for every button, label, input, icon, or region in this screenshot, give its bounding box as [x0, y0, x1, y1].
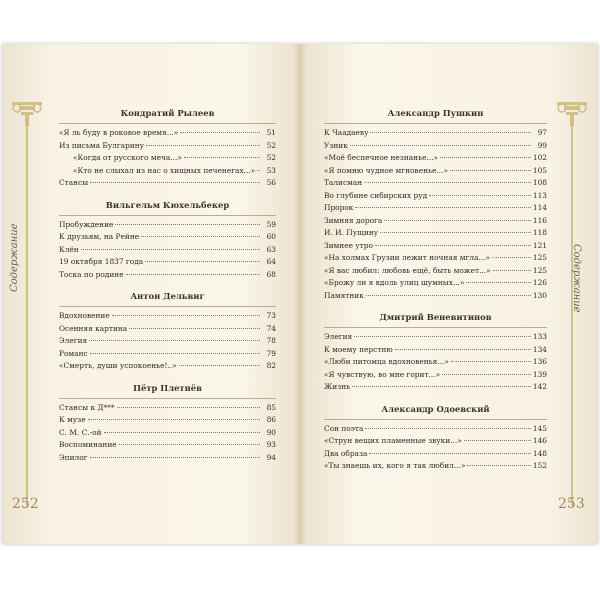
toc-entry [324, 460, 547, 473]
toc-entry [324, 423, 547, 436]
toc-entry [59, 231, 276, 244]
toc-entry [59, 310, 276, 323]
entry-page-number: 114 [532, 203, 547, 212]
dot-leader [126, 274, 260, 275]
dot-leader [141, 236, 260, 237]
entry-page-number: 133 [532, 332, 547, 341]
dot-leader [467, 465, 530, 466]
toc-entry [59, 348, 276, 361]
entry-page-number: 97 [537, 128, 547, 137]
entry-page-number: 102 [532, 153, 547, 162]
dot-leader [492, 257, 531, 258]
entry-title: Элегия [59, 336, 88, 345]
toc-entry [324, 240, 547, 253]
dot-leader [464, 440, 531, 441]
entry-title: «Ты знаешь их, кого я так любил...» [324, 461, 466, 470]
toc-entry [59, 269, 276, 282]
toc-right [324, 104, 547, 473]
entry-title: Клён [59, 244, 79, 254]
dot-leader [90, 353, 260, 354]
toc-entry [324, 127, 547, 140]
toc-entry [324, 448, 547, 461]
entry-title: «На холмах Грузии лежит ночная мгла...» [324, 253, 491, 262]
entry-title: К Чаадаеву [324, 128, 369, 137]
entry-title: «Моё беспечное незнанье...» [324, 153, 439, 162]
toc-entry [324, 435, 547, 448]
toc-entry [324, 227, 547, 240]
ionic-capital-icon [9, 96, 45, 126]
dot-leader [451, 361, 531, 362]
toc-entry [324, 290, 547, 303]
side-title: Содержание [9, 223, 20, 292]
author-heading: Александр Одоевский [381, 403, 490, 414]
entry-title: Романс [59, 348, 88, 358]
dot-leader [90, 457, 260, 458]
entry-page-number: 90 [266, 427, 276, 437]
toc-entry [324, 215, 547, 228]
dot-leader [395, 349, 531, 350]
entry-title: «Брожу ли я вдоль улиц шумных...» [324, 278, 465, 287]
dot-leader [180, 132, 260, 133]
dot-leader [129, 328, 260, 329]
toc-entry [59, 244, 276, 257]
toc-entry [324, 140, 547, 153]
toc-entry [59, 414, 276, 427]
entry-page-number: 139 [532, 369, 547, 379]
author-heading: Кондратий Рылеев [120, 108, 215, 118]
entry-page-number: 113 [532, 190, 547, 200]
ornament-column-line [26, 126, 28, 506]
toc-entry [59, 439, 276, 452]
entry-page-number: 52 [266, 140, 276, 150]
entry-title: «Я ль буду в роковое время...» [59, 128, 179, 137]
entry-page-number: 148 [532, 448, 547, 458]
entry-page-number: 146 [532, 436, 547, 445]
dot-leader [493, 270, 531, 271]
toc-left [59, 104, 276, 464]
section-divider [324, 123, 547, 124]
toc-entry [324, 165, 547, 178]
entry-title: 19 октября 1837 года [59, 257, 144, 266]
entry-page-number: 64 [266, 257, 276, 266]
dot-leader [365, 428, 531, 429]
entry-title: Вдохновение [59, 311, 110, 320]
entry-page-number: 125 [532, 253, 547, 262]
entry-page-number: 136 [532, 357, 547, 366]
entry-title: К музе [59, 415, 86, 424]
toc-entry [324, 177, 547, 190]
dot-leader [442, 374, 531, 375]
toc-entry [59, 335, 276, 348]
dot-leader [355, 207, 530, 208]
toc-entry [324, 344, 547, 357]
toc-entry [324, 202, 547, 215]
toc-entry [324, 190, 547, 203]
entry-page-number: 73 [266, 311, 276, 320]
entry-title: И. И. Пущину [324, 228, 379, 237]
toc-entry [59, 402, 276, 415]
entry-title: Эпилог [59, 452, 88, 462]
section-divider [59, 215, 276, 216]
entry-title: Осенняя картина [59, 323, 128, 333]
dot-leader [369, 453, 530, 454]
entry-page-number: 79 [266, 348, 276, 358]
entry-page-number: 99 [537, 140, 547, 150]
section-divider [59, 306, 276, 307]
entry-page-number: 105 [532, 165, 547, 175]
entry-page-number: 94 [266, 452, 276, 462]
author-heading: Вильгельм Кюхельбекер [105, 199, 230, 210]
dot-leader [450, 170, 531, 171]
dot-leader [81, 249, 260, 250]
entry-title: Зимнее утро [324, 240, 373, 250]
entry-page-number: 125 [532, 265, 547, 275]
dot-leader [115, 224, 260, 225]
entry-page-number: 68 [266, 269, 276, 279]
entry-title: Узник [324, 140, 348, 150]
dot-leader [350, 145, 531, 146]
toc-section [324, 308, 547, 394]
entry-title: Талисман [324, 178, 363, 187]
side-title: Содержание [571, 244, 582, 313]
page-number: 253 [558, 496, 585, 512]
toc-entry [59, 323, 276, 336]
entry-page-number: 52 [266, 153, 276, 162]
dot-leader [384, 220, 531, 221]
entry-title: Два образа [324, 448, 368, 458]
entry-page-number: 134 [532, 344, 547, 354]
entry-page-number: 74 [266, 323, 276, 333]
entry-page-number: 126 [532, 278, 547, 287]
ornament-column-line [571, 126, 573, 506]
toc-section [324, 400, 547, 473]
toc-entry [324, 277, 547, 290]
dot-leader [375, 245, 531, 246]
dot-leader [364, 182, 531, 183]
entry-title: «Кто не слыхал из нас о хищных печенегах...» [73, 165, 256, 175]
entry-title: Элегия [324, 332, 353, 341]
dot-leader [257, 170, 260, 171]
dot-leader [440, 157, 531, 158]
entry-page-number: 82 [266, 361, 276, 370]
dot-leader [380, 232, 531, 233]
dot-leader [352, 386, 531, 387]
entry-title: Во глубине сибирских руд [324, 190, 428, 200]
toc-section [59, 287, 276, 373]
toc-entry [59, 427, 276, 440]
toc-entry [59, 165, 276, 178]
toc-section [324, 104, 547, 302]
entry-page-number: 63 [266, 244, 276, 254]
author-heading: Пётр Плетнёв [133, 382, 202, 393]
entry-title: Сон поэта [324, 423, 364, 433]
entry-page-number: 56 [266, 178, 276, 187]
author-heading: Антон Дельвиг [130, 291, 205, 301]
entry-page-number: 145 [532, 423, 547, 433]
section-divider [324, 327, 547, 328]
entry-title: «Я вас любил: любовь ещё, быть может...» [324, 265, 491, 275]
toc-section [59, 196, 276, 282]
entry-page-number: 142 [532, 382, 547, 391]
toc-entry [59, 360, 276, 373]
entry-title: С. М. С.-ой [59, 427, 102, 437]
entry-title: «Я чувствую, во мне горит...» [324, 369, 441, 379]
entry-page-number: 78 [266, 336, 276, 345]
toc-entry [324, 252, 547, 265]
section-divider [324, 419, 547, 420]
entry-page-number: 51 [266, 128, 276, 137]
dot-leader [429, 195, 531, 196]
dot-leader [89, 340, 260, 341]
entry-page-number: 130 [532, 290, 547, 300]
dot-leader [466, 282, 530, 283]
entry-title: Зимняя дорога [324, 215, 383, 225]
book-spread [2, 44, 598, 544]
page-number: 252 [12, 496, 39, 512]
dot-leader [145, 261, 260, 262]
dot-leader [366, 295, 531, 296]
dot-leader [90, 182, 260, 183]
entry-title: Стансы к Д*** [59, 402, 115, 412]
toc-entry [59, 127, 276, 140]
entry-page-number: 118 [532, 228, 547, 237]
entry-page-number: 93 [266, 440, 276, 449]
dot-leader [112, 315, 260, 316]
toc-entry [324, 369, 547, 382]
entry-page-number: 85 [266, 402, 276, 412]
entry-title: Пророк [324, 203, 354, 212]
author-heading: Дмитрий Веневитинов [379, 312, 492, 322]
dot-leader [354, 336, 531, 337]
ionic-capital-icon [554, 96, 590, 126]
dot-leader [88, 419, 260, 420]
toc-entry [59, 140, 276, 153]
entry-page-number: 108 [532, 178, 547, 187]
toc-entry [324, 265, 547, 278]
entry-title: Жизнь [324, 382, 351, 391]
entry-title: Воспоминание [59, 440, 117, 449]
entry-page-number: 60 [266, 232, 276, 241]
entry-title: К друзьям, на Рейне [59, 232, 140, 241]
toc-entry [324, 331, 547, 344]
entry-page-number: 59 [266, 219, 276, 229]
section-divider [59, 398, 276, 399]
entry-page-number: 86 [266, 415, 276, 424]
dot-leader [119, 444, 260, 445]
dot-leader [146, 145, 260, 146]
right-page [300, 44, 598, 544]
author-heading: Александр Пушкин [387, 108, 484, 118]
entry-title: «Люби питомца вдохновенья...» [324, 357, 449, 366]
toc-entry [59, 177, 276, 190]
entry-page-number: 121 [532, 240, 547, 250]
toc-entry [59, 152, 276, 165]
entry-title: «Смерть, души успокоенье!..» [59, 361, 177, 370]
section-divider [59, 123, 276, 124]
toc-section [59, 379, 276, 465]
left-page [2, 44, 300, 544]
toc-entry [59, 256, 276, 269]
entry-page-number: 53 [266, 165, 276, 175]
toc-entry [324, 356, 547, 369]
toc-section [59, 104, 276, 190]
dot-leader [370, 132, 531, 133]
dot-leader [104, 432, 261, 433]
entry-title: Памятник [324, 290, 364, 300]
entry-title: Из письма Булгарину [59, 140, 145, 150]
entry-title: Стансы [59, 178, 89, 187]
entry-page-number: 116 [532, 215, 547, 225]
entry-title: «Струн вещих пламенные звуки...» [324, 436, 462, 445]
toc-entry [324, 381, 547, 394]
dot-leader [117, 407, 260, 408]
entry-page-number: 152 [532, 461, 547, 470]
entry-title: «Я помню чудное мгновенье...» [324, 165, 448, 175]
toc-entry [59, 452, 276, 465]
entry-title: К моему перстню [324, 344, 393, 354]
entry-title: Пробуждение [59, 219, 114, 229]
dot-leader [179, 365, 260, 366]
toc-entry [324, 152, 547, 165]
entry-title: Тоска по родине [59, 269, 124, 279]
toc-entry [59, 219, 276, 232]
entry-title: «Когда от русского меча...» [73, 153, 182, 162]
dot-leader [184, 157, 260, 158]
